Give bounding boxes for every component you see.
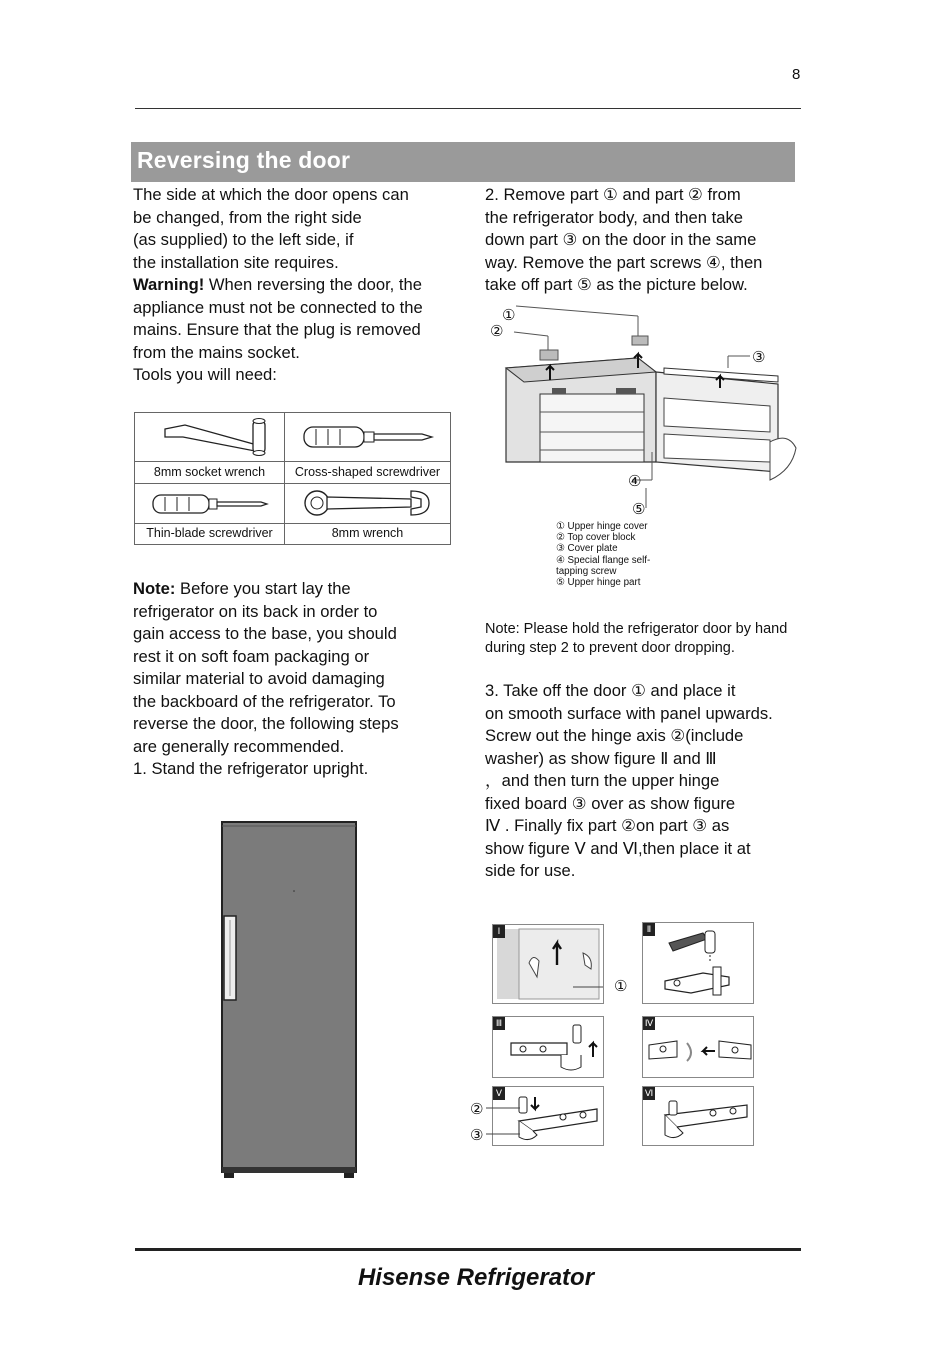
- callout-door: ①: [614, 977, 628, 995]
- figure-tag: Ⅲ: [493, 1017, 505, 1030]
- step2-line: way. Remove the part screws ④, then: [485, 252, 763, 272]
- figure-4: [642, 1016, 754, 1078]
- note-line: rest it on soft foam packaging or: [133, 646, 370, 666]
- note-line: reverse the door, the following steps: [133, 714, 399, 733]
- warning-line: mains. Ensure that the plug is removed: [133, 320, 421, 339]
- figure-2: [642, 922, 754, 1004]
- cross-screwdriver-icon: [300, 419, 440, 457]
- note-line: the backboard of the refrigerator. To: [133, 691, 396, 711]
- step3-line: on smooth surface with panel upwards.: [485, 703, 773, 723]
- note-line: are generally recommended.: [133, 736, 345, 756]
- intro-line: be changed, from the right side: [133, 207, 362, 227]
- step2-line: take off part ⑤ as the picture below.: [485, 275, 748, 294]
- step2-line: the refrigerator body, and then take: [485, 207, 743, 227]
- header-rule: [135, 108, 801, 109]
- step1-line: 1. Stand the refrigerator upright.: [133, 759, 369, 778]
- legend-item: ① Upper hinge cover: [556, 521, 648, 532]
- step3-line: side for use.: [485, 861, 576, 880]
- warning-text: When reversing the door, the: [204, 275, 422, 294]
- figure-tag: Ⅴ: [493, 1087, 505, 1100]
- legend-item: ⑤ Upper hinge part: [556, 577, 641, 589]
- figure5-leaders: [486, 1104, 522, 1140]
- tool-label: Cross-shaped screwdriver: [294, 465, 441, 479]
- callout-4: ④: [628, 472, 642, 490]
- step2-paragraph: [485, 184, 762, 297]
- legend-item: ② Top cover block: [556, 532, 636, 544]
- callout-3: ③: [752, 348, 766, 366]
- brand-footer: Hisense Refrigerator: [357, 1264, 595, 1291]
- warning-line: from the mains socket.: [133, 342, 300, 362]
- step3-line: 3. Take off the door ① and place it: [485, 681, 736, 700]
- tools-table: [134, 412, 451, 545]
- warning-line: appliance must not be connected to the: [133, 297, 423, 317]
- legend-item: ④ Special flange self-: [556, 554, 651, 566]
- tool-label: 8mm wrench: [331, 526, 404, 540]
- figure-tag: Ⅰ: [493, 925, 505, 938]
- step3-line: fixed board ③ over as show figure: [485, 793, 736, 813]
- note-line: similar material to avoid damaging: [133, 669, 385, 688]
- step3-line: Screw out the hinge axis ②(include: [485, 726, 744, 745]
- hinge-removal-figure: [488, 302, 813, 524]
- note-paragraph: [133, 578, 399, 781]
- warning-line: [133, 274, 423, 297]
- intro-line: the installation site requires.: [133, 252, 339, 272]
- figure-6: [642, 1086, 754, 1146]
- note-line: Note: Before you start lay the: [133, 579, 351, 598]
- step3-line: washer) as show figure Ⅱ and Ⅲ: [485, 748, 717, 768]
- step3-line: Ⅳ . Finally fix part ②on part ③ as: [485, 816, 730, 835]
- figure-tag: Ⅳ: [644, 1018, 654, 1028]
- thin-screwdriver-icon: [149, 487, 279, 521]
- note-line: refrigerator on its back in order to: [133, 601, 378, 621]
- legend-item: tapping screw: [556, 565, 617, 577]
- callout-board: ③: [470, 1126, 484, 1144]
- step3-line: ，and then turn the upper hinge: [485, 771, 720, 790]
- intro-paragraph: [133, 184, 423, 387]
- step3-paragraph: [485, 680, 773, 883]
- figure-1: [492, 924, 604, 1004]
- figure-tag: Ⅱ: [643, 923, 655, 936]
- warning-label: Warning!: [133, 275, 205, 294]
- socket-wrench-icon: [145, 415, 275, 459]
- figure-tag: Ⅵ: [644, 1088, 654, 1098]
- figure-legend: [556, 521, 650, 588]
- note-line: gain access to the base, you should: [133, 624, 397, 643]
- section-banner: [131, 142, 795, 182]
- step2-line: down part ③ on the door in the same: [485, 230, 757, 249]
- page-number: 8: [792, 66, 801, 83]
- tools-heading: Tools you will need:: [133, 365, 277, 384]
- callout-1: ①: [502, 306, 516, 324]
- section-title: Reversing the door: [137, 147, 351, 173]
- intro-line: The side at which the door opens can: [133, 185, 409, 204]
- note-label: Note:: [133, 579, 176, 598]
- hold-door-note: Note: Please hold the refrigerator door by hand during step 2 to prevent door dropping.: [485, 621, 788, 656]
- callout-axis: ②: [470, 1100, 484, 1118]
- step3-line: show figure Ⅴ and Ⅵ,then place it at: [485, 838, 751, 858]
- footer-rule: [135, 1248, 801, 1251]
- callout-2: ②: [490, 322, 504, 340]
- open-wrench-icon: [295, 485, 445, 521]
- figure-3: [492, 1016, 604, 1078]
- tool-label: 8mm socket wrench: [153, 465, 266, 479]
- intro-line: (as supplied) to the left side, if: [133, 230, 354, 249]
- step2-line: 2. Remove part ① and part ② from: [485, 185, 741, 204]
- callout-5: ⑤: [632, 500, 646, 518]
- tool-label: Thin-blade screwdriver: [146, 526, 273, 540]
- legend-item: ③ Cover plate: [556, 543, 618, 555]
- refrigerator-illustration: [218, 818, 360, 1180]
